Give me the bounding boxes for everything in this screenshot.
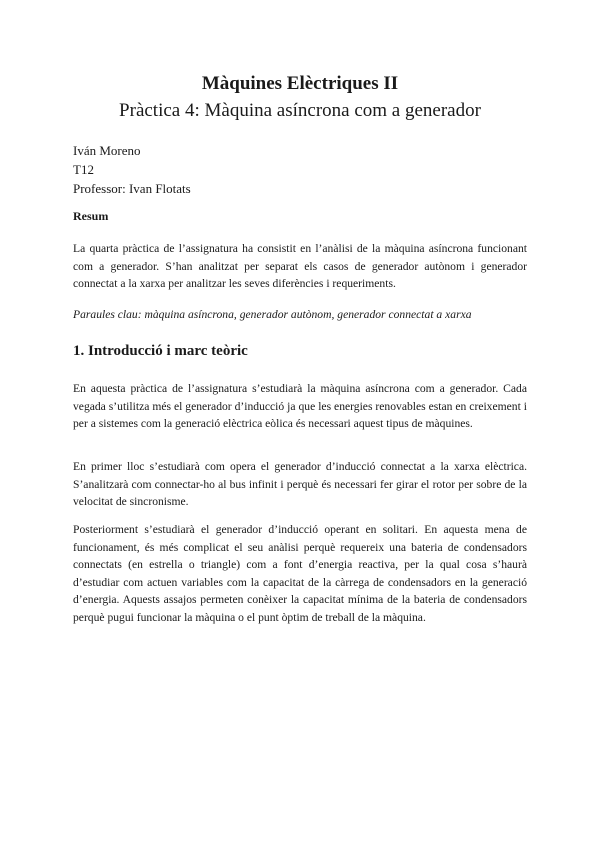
- document-subtitle: Pràctica 4: Màquina asíncrona com a generador: [119, 100, 481, 121]
- section-heading: 1. Introducció i marc teòric: [73, 343, 248, 359]
- keywords: Paraules clau: màquina asíncrona, generador autònom, generador connectat a xarxa: [73, 308, 472, 321]
- body-paragraph: Posteriorment s’estudiarà el generador d’inducció operant en solitari. En aquesta mena de funcionament, és més complicat el seu anàlisi perquè requereix una bateria de condensadors connectats (en estrella o triangle) com a font d’energia reactiva, per la qual cosa s’haurà d’estudiar com actuen variables com la capacitat de la càrrega de condensadors en la generació d’energia. Aquests assajos permeten conèixer la capacitat mínima de la bateria de condensadors perquè pugui funcionar la màquina o el punt òptim de treball de la màquina.: [73, 523, 527, 624]
- abstract-heading: Resum: [73, 209, 109, 223]
- professor-name: Professor: Ivan Flotats: [73, 181, 191, 196]
- body-paragraph: En primer lloc s’estudiarà com opera el generador d’inducció connectat a la xarxa elèctrica. S’analitzarà com connectar-ho al bus infinit i perquè és necessari fer girar el rotor per sobre de la velocitat de sincronisme.: [73, 460, 527, 509]
- group-code: T12: [73, 162, 94, 177]
- body-paragraph: En aquesta pràctica de l’assignatura s’estudiarà la màquina asíncrona com a generador. Cada vegada s’utilitza més el generador d’inducció ja que les energies renovables estan en creixement i per a sistemes com la generació elèctrica eòlica és necessari aquest tipus de màquines.: [73, 382, 527, 431]
- author-name: Iván Moreno: [73, 143, 141, 158]
- document-title: Màquines Elèctriques II: [201, 73, 399, 94]
- author-block: [73, 141, 191, 198]
- abstract-text: La quarta pràctica de l’assignatura ha consistit en l’anàlisi de la màquina asíncrona funcionant com a generador. S’han analitzat per separat els casos de generador autònom i generador connectat a la xarxa per analitzar les seves diferències i requeriments.: [73, 242, 527, 291]
